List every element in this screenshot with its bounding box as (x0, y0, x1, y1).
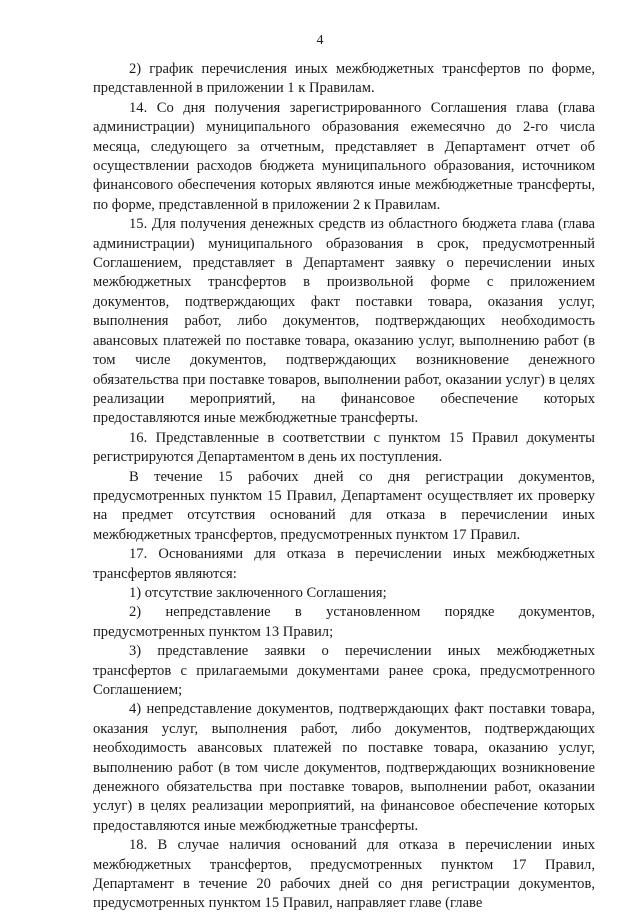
paragraph-refusal-reason-1: 1) отсутствие заключенного Соглашения; (129, 584, 387, 601)
paragraph-clause-18: 18. В случае наличия оснований для отказа в перечислении иных межбюджетных трансфертов, предусмотренных пунктом 17 Правил, Департамент в течение 20 рабочих дней со дня регистрации документов, предусмотренных пунктом 15 Правил, направляет главе (главе (93, 837, 595, 912)
paragraph-schedule-item-2: 2) график перечисления иных межбюджетных трансфертов по форме, представленной в приложении 1 к Правилам. (93, 61, 595, 97)
page-number: 4 (316, 33, 324, 48)
document-body (93, 60, 595, 914)
paragraph-refusal-reason-3: 3) представление заявки о перечислении иных межбюджетных трансфертов с прилагаемыми документами ранее срока, предусмотренного Соглашением; (93, 643, 595, 698)
paragraph-refusal-reason-4: 4) непредставление документов, подтверждающих факт поставки товара, оказания услуг, выполнения работ, либо документов, подтверждающих необходимость авансовых платежей по поставке товара, оказанию услуг, выполнению работ (в том числе документов, подтверждающих возникновение денежного обязательства при поставке товаров, выполнении работ, оказании услуг) в целях реализации мероприятий, на финансовое обеспечение которых предоставляются иные межбюджетные трансферты. (93, 701, 595, 834)
paragraph-refusal-reason-2: 2) непредставление в установленном порядке документов, предусмотренных пунктом 13 Правил; (93, 604, 595, 640)
paragraph-verification-period: В течение 15 рабочих дней со дня регистрации документов, предусмотренных пунктом 15 Правил, Департамент осуществляет их проверку на предмет отсутствия оснований для отказа в перечислении иных межбюджетных трансфертов, предусмотренных пунктом 17 Правил. (93, 468, 595, 543)
paragraph-clause-16: 16. Представленные в соответствии с пунктом 15 Правил документы регистрируются Департаментом в день их поступления. (93, 429, 595, 466)
paragraph-clause-15: 15. Для получения денежных средств из областного бюджета глава (глава администрации) муниципального образования в срок, предусмотренный Соглашением, представляет в Департамент заявку о перечислении иных межбюджетных трансфертов в произвольной форме с приложением документов, подтверждающих факт поставки товара, оказания услуг, выполнения работ, либо документов, подтверждающих необходимость авансовых платежей по поставке товара, оказанию услуг, выполнению работ (в том числе документов, подтверждающих возникновение денежного обязательства при поставке товаров, выполнении работ, оказании услуг) в целях реализации мероприятий, на финансовое обеспечение которых предоставляются иные межбюджетные трансферты. (93, 216, 595, 427)
paragraph-clause-17: 17. Основаниями для отказа в перечислении иных межбюджетных трансфертов являются: (93, 546, 595, 582)
paragraph-clause-14: 14. Со дня получения зарегистрированного Соглашения глава (глава администрации) муниципального образования ежемесячно до 2-го числа месяца, следующего за отчетным, представляет в Департамент отчет об осуществлении расходов бюджета муниципального образования, источником финансового обеспечения которых являются иные межбюджетные трансферты, по форме, представленной в приложении 2 к Правилам. (93, 99, 595, 213)
